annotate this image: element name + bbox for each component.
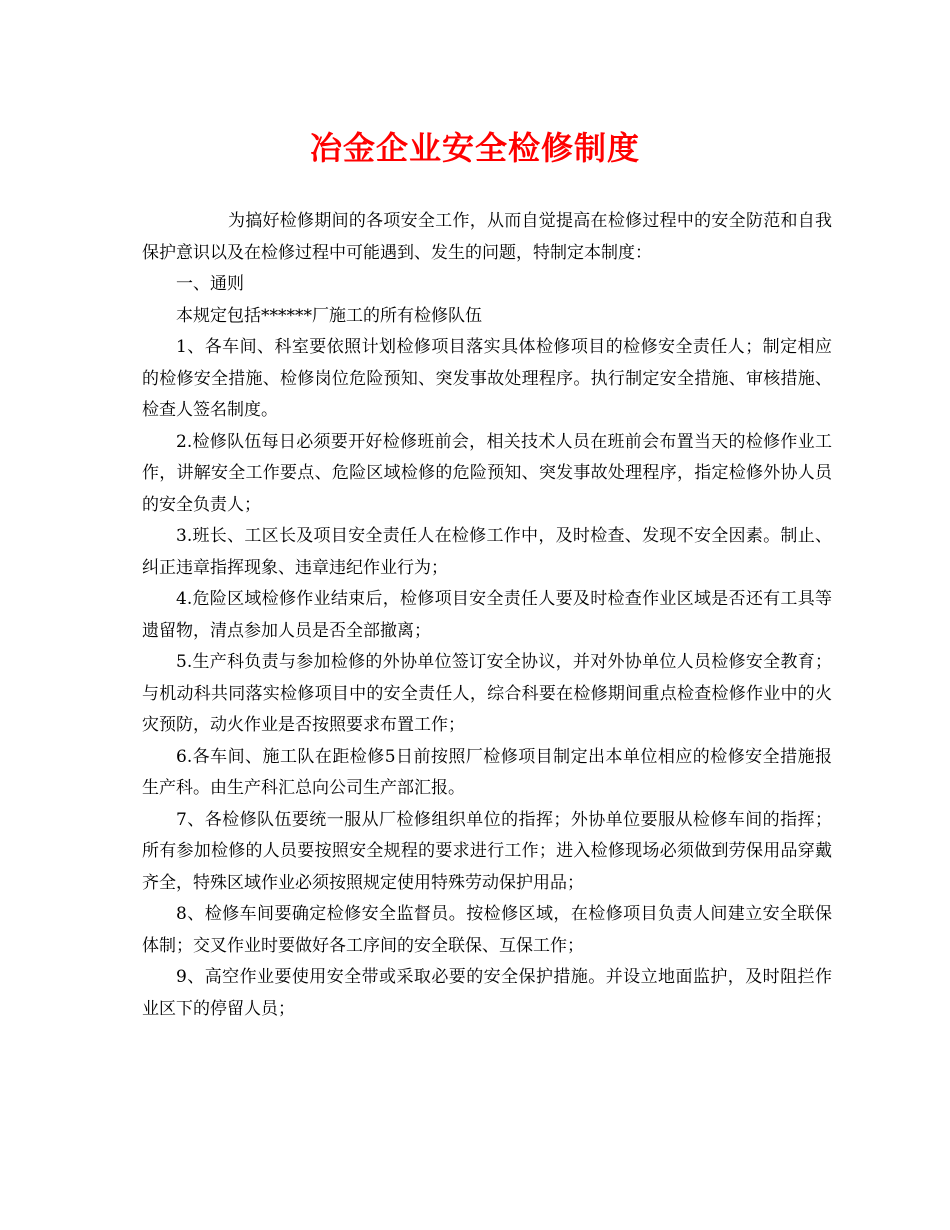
paragraph-rule-6: 6.各车间、施工队在距检修5日前按照厂检修项目制定出本单位相应的检修安全措施报生产科。由生产科汇总向公司生产部汇报。 bbox=[142, 746, 832, 798]
paragraph-rule-5: 5.生产科负责与参加检修的外协单位签订安全协议，并对外协单位人员检修安全教育；与机动科共同落实检修项目中的安全责任人，综合科要在检修期间重点检查检修作业中的火灾预防，动火作业是否按照要求布置工作； bbox=[142, 652, 832, 735]
paragraph-rule-9: 9、高空作业要使用安全带或采取必要的安全保护措施。并设立地面监护，及时阻拦作业区下的停留人员； bbox=[142, 967, 832, 1019]
paragraph-rule-4: 4.危险区域检修作业结束后，检修项目安全责任人要及时检查作业区域是否还有工具等遗留物，清点参加人员是否全部撤离； bbox=[142, 589, 832, 641]
paragraph-scope: 本规定包括******厂施工的所有检修队伍 bbox=[176, 305, 482, 326]
paragraph-rule-2: 2.检修队伍每日必须要开好检修班前会，相关技术人员在班前会布置当天的检修作业工作，讲解安全工作要点、危险区域检修的危险预知、突发事故处理程序，指定检修外协人员的安全负责人； bbox=[142, 431, 832, 515]
document-title: 冶金企业安全检修制度 bbox=[309, 129, 640, 167]
paragraph-rule-8: 8、检修车间要确定检修安全监督员。按检修区域，在检修项目负责人间建立安全联保体制；交叉作业时要做好各工序间的安全联保、互保工作； bbox=[142, 904, 832, 956]
document-body bbox=[142, 206, 832, 1025]
paragraph-rule-7: 7、各检修队伍要统一服从厂检修组织单位的指挥；外协单位要服从检修车间的指挥；所有参加检修的人员要按照安全规程的要求进行工作；进入检修现场必须做到劳保用品穿戴齐全，特殊区域作业必须按照规定使用特殊劳动保护用品； bbox=[142, 809, 832, 893]
section-heading-general: 一、通则 bbox=[176, 274, 244, 294]
paragraph-rule-3: 3.班长、工区长及项目安全责任人在检修工作中，及时检查、发现不安全因素。制止、纠正违章指挥现象、违章违纪作业行为； bbox=[142, 526, 832, 578]
paragraph-intro: 为搞好检修期间的各项安全工作，从而自觉提高在检修过程中的安全防范和自我保护意识以及在检修过程中可能遇到、发生的问题，特制定本制度： bbox=[142, 211, 832, 263]
paragraph-rule-1: 1、各车间、科室要依照计划检修项目落实具体检修项目的检修安全责任人；制定相应的检修安全措施、检修岗位危险预知、突发事故处理程序。执行制定安全措施、审核措施、检查人签名制度。 bbox=[142, 337, 832, 420]
